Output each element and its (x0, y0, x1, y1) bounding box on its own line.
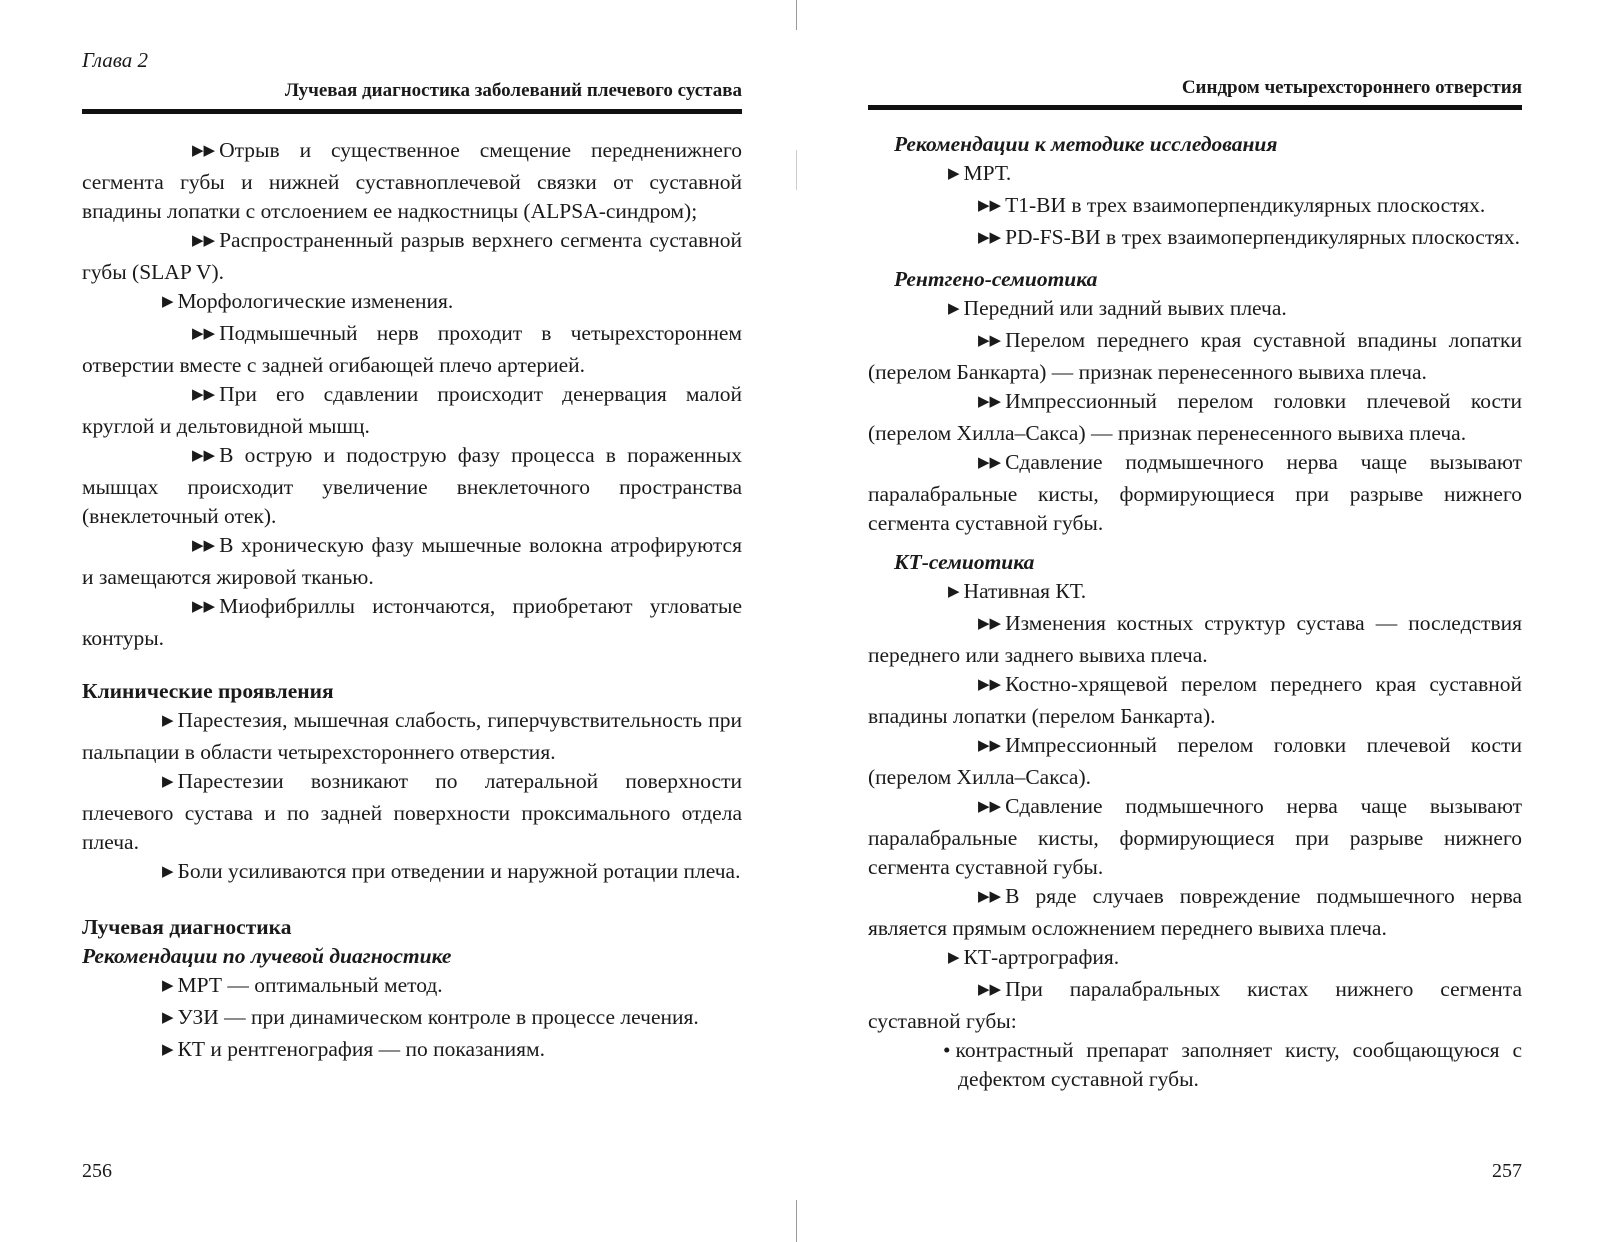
chapter-label: Глава 2 (82, 48, 148, 72)
page-body (82, 136, 742, 1067)
list-item: ▶ МРТ — оптимальный метод. (82, 971, 742, 1003)
arrow-bullet-icon: ▶ (948, 301, 960, 317)
list-item: ▶▶ Распространенный разрыв верхнего сегмента суставной губы (SLAP V). (82, 228, 742, 284)
subsection-heading: Рекомендации к методике исследования (894, 132, 1278, 156)
arrow-bullet-icon: ▶ (948, 950, 960, 966)
double-arrow-bullet-icon: ▶▶ (978, 889, 1002, 905)
double-arrow-bullet-icon: ▶▶ (978, 982, 1002, 998)
list-item: ▶▶ T1-ВИ в трех взаимоперпендикулярных плоскостях. (868, 191, 1522, 223)
list-item: • контрастный препарат заполняет кисту, сообщающуюся с дефектом суставной губы. (943, 1038, 1522, 1091)
list-item: ▶▶ Отрыв и существенное смещение передненижнего сегмента губы и нижней суставноплечевой связки от суставной впадины лопатки с отслоением ее надкостницы (ALPSA-синдром); (82, 138, 742, 223)
book-gutter (796, 0, 798, 1242)
double-arrow-bullet-icon: ▶▶ (192, 448, 216, 464)
list-item: ▶▶ Изменения костных структур сустава — последствия переднего или заднего вывиха плеча. (868, 611, 1522, 667)
list-item: ▶▶ Сдавление подмышечного нерва чаще вызывают паралабральные кисты, формирующиеся при разрыве нижнего сегмента суставной губы. (868, 450, 1522, 535)
list-item: ▶▶ При паралабральных кистах нижнего сегмента суставной губы: (868, 977, 1522, 1033)
double-arrow-bullet-icon: ▶▶ (192, 233, 216, 249)
arrow-bullet-icon: ▶ (948, 166, 960, 182)
arrow-bullet-icon: ▶ (162, 713, 174, 729)
list-item: ▶ Морфологические изменения. (82, 287, 742, 319)
page-number: 257 (1492, 1160, 1522, 1182)
list-item: ▶ УЗИ — при динамическом контроле в процессе лечения. (82, 1003, 742, 1035)
double-arrow-bullet-icon: ▶▶ (978, 738, 1002, 754)
list-item: ▶▶ Костно-хрящевой перелом переднего края суставной впадины лопатки (перелом Банкарта). (868, 672, 1522, 728)
list-item: ▶ КТ-артрография. (868, 943, 1522, 975)
list-item: ▶▶ Импрессионный перелом головки плечевой кости (перелом Хилла–Сакса). (868, 733, 1522, 789)
subsection-heading: КТ-семиотика (894, 550, 1035, 574)
list-item: ▶▶ Подмышечный нерв проходит в четырехстороннем отверстии вместе с задней огибающей плечо артерией. (82, 321, 742, 377)
list-item: ▶▶ При его сдавлении происходит денервация малой круглой и дельтовидной мышц. (82, 382, 742, 438)
double-arrow-bullet-icon: ▶▶ (978, 616, 1002, 632)
list-item: ▶ Боли усиливаются при отведении и наружной ротации плеча. (82, 857, 742, 889)
double-arrow-bullet-icon: ▶▶ (978, 455, 1002, 471)
page-body (868, 130, 1522, 1094)
arrow-bullet-icon: ▶ (162, 294, 174, 310)
list-item: ▶▶ Импрессионный перелом головки плечевой кости (перелом Хилла–Сакса) — признак перенесенного вывиха плеча. (868, 389, 1522, 445)
subsection-heading: Рекомендации по лучевой диагностике (82, 944, 452, 968)
list-item: ▶ Передний или задний вывих плеча. (868, 294, 1522, 326)
list-item: ▶▶ PD-FS-ВИ в трех взаимоперпендикулярных плоскостях. (868, 223, 1522, 255)
list-item: ▶▶ Миофибриллы истончаются, приобретают угловатые контуры. (82, 594, 742, 650)
double-arrow-bullet-icon: ▶▶ (978, 677, 1002, 693)
list-item: ▶ Парестезии возникают по латеральной поверхности плечевого сустава и по задней поверхности проксимального отдела плеча. (82, 769, 742, 854)
list-item: ▶▶ В ряде случаев повреждение подмышечного нерва является прямым осложнением переднего вывиха плеча. (868, 884, 1522, 940)
double-arrow-bullet-icon: ▶▶ (192, 326, 216, 342)
double-arrow-bullet-icon: ▶▶ (192, 538, 216, 554)
double-arrow-bullet-icon: ▶▶ (192, 599, 216, 615)
section-heading: Клинические проявления (82, 679, 334, 703)
double-arrow-bullet-icon: ▶▶ (192, 387, 216, 403)
section-heading: Лучевая диагностика (82, 915, 292, 939)
dot-bullet-icon: • (943, 1038, 951, 1062)
arrow-bullet-icon: ▶ (162, 864, 174, 880)
list-item: ▶▶ Сдавление подмышечного нерва чаще вызывают паралабральные кисты, формирующиеся при разрыве нижнего сегмента суставной губы. (868, 794, 1522, 879)
list-item: ▶▶ Перелом переднего края суставной впадины лопатки (перелом Банкарта) — признак перенесенного вывиха плеча. (868, 328, 1522, 384)
list-item: ▶▶ В острую и подострую фазу процесса в пораженных мышцах происходит увеличение внеклеточного пространства (внеклеточный отек). (82, 443, 742, 528)
arrow-bullet-icon: ▶ (162, 978, 174, 994)
arrow-bullet-icon: ▶ (162, 1010, 174, 1026)
list-item: ▶ КТ и рентгенография — по показаниям. (82, 1035, 742, 1067)
double-arrow-bullet-icon: ▶▶ (978, 333, 1002, 349)
arrow-bullet-icon: ▶ (162, 774, 174, 790)
page-number: 256 (82, 1160, 112, 1182)
list-item: ▶ МРТ. (868, 159, 1522, 191)
header-rule (82, 109, 742, 114)
list-item: ▶ Парестезия, мышечная слабость, гиперчувствительность при пальпации в области четырехстороннего отверстия. (82, 708, 742, 764)
double-arrow-bullet-icon: ▶▶ (978, 394, 1002, 410)
arrow-bullet-icon: ▶ (162, 1042, 174, 1058)
list-item: ▶ Нативная КТ. (868, 577, 1522, 609)
running-head: Синдром четырехстороннего отверстия (1181, 77, 1522, 98)
subsection-heading: Рентгено-семиотика (894, 267, 1098, 291)
double-arrow-bullet-icon: ▶▶ (192, 143, 216, 159)
double-arrow-bullet-icon: ▶▶ (978, 799, 1002, 815)
double-arrow-bullet-icon: ▶▶ (978, 230, 1002, 246)
running-head: Лучевая диагностика заболеваний плечевого сустава (284, 80, 742, 101)
list-item: ▶▶ В хроническую фазу мышечные волокна атрофируются и замещаются жировой тканью. (82, 533, 742, 589)
header-rule (868, 105, 1522, 110)
double-arrow-bullet-icon: ▶▶ (978, 198, 1002, 214)
arrow-bullet-icon: ▶ (948, 584, 960, 600)
